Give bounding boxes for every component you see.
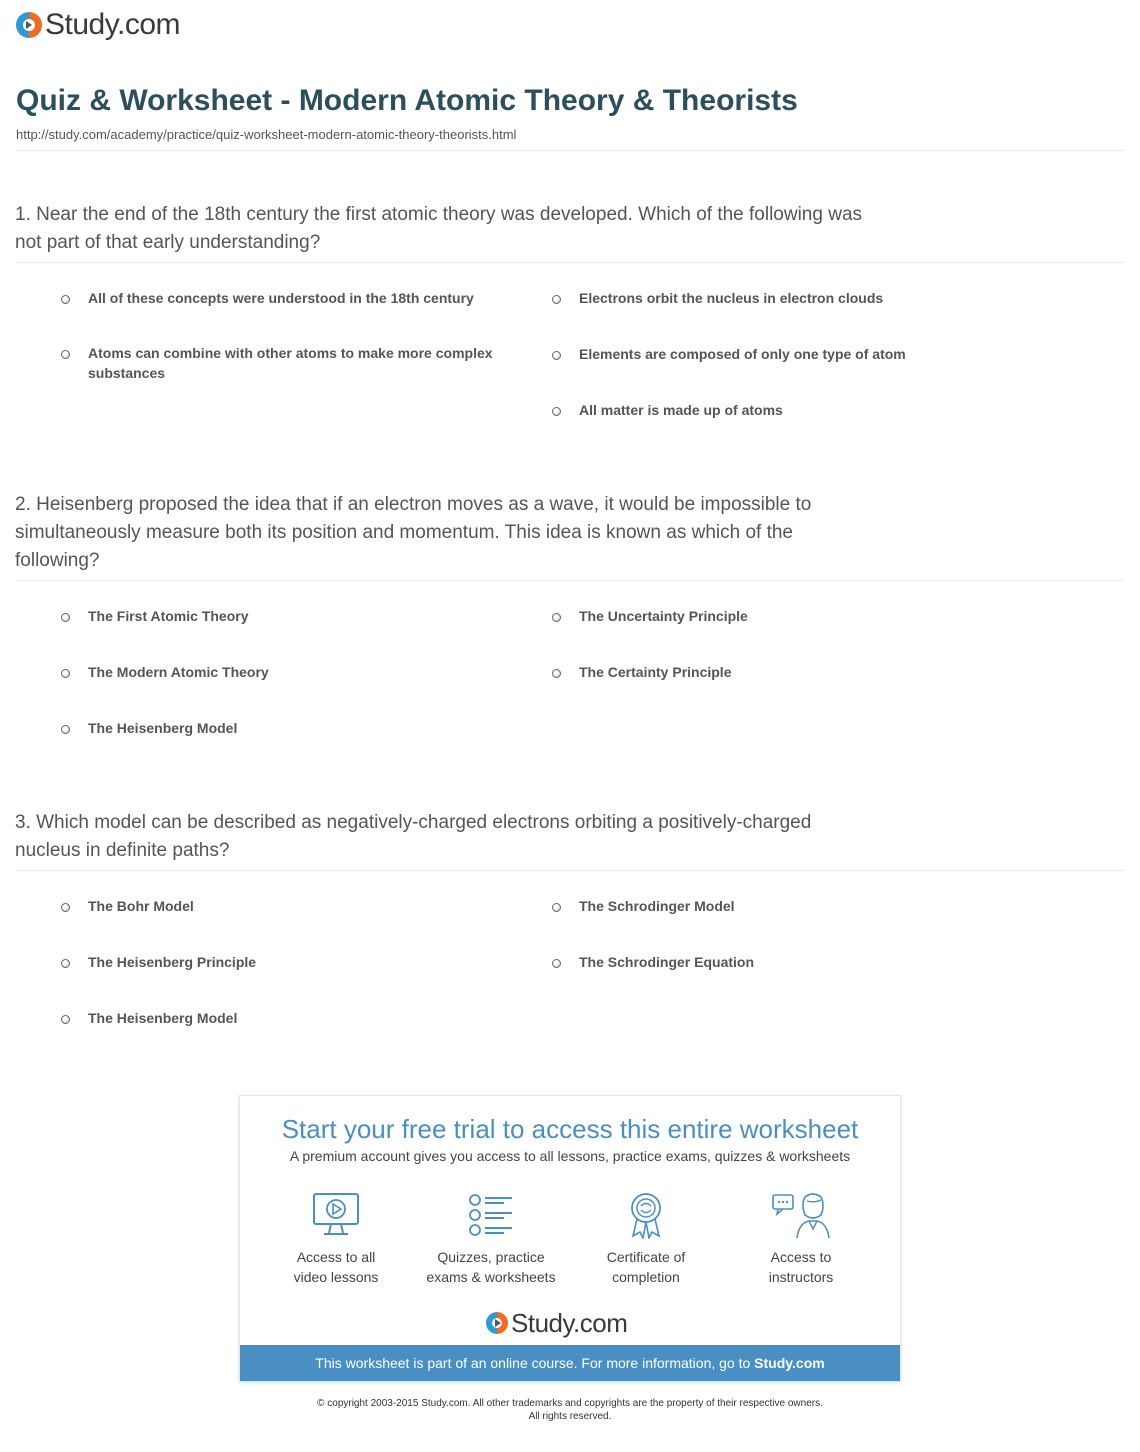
divider	[16, 150, 1124, 151]
option-label: The Uncertainty Principle	[579, 608, 748, 624]
radio-q3-b[interactable]	[552, 903, 561, 912]
option-label: All of these concepts were understood in the 18th century	[88, 290, 474, 306]
radio-q2-b[interactable]	[552, 613, 561, 622]
feature-quizzes: Quizzes, practice exams & worksheets	[416, 1191, 566, 1287]
option-label: The Heisenberg Model	[88, 1010, 238, 1026]
radio-q3-d[interactable]	[552, 959, 561, 968]
feature-certificate: Certificate of completion	[571, 1191, 721, 1287]
radio-q1-c[interactable]	[61, 350, 70, 359]
divider	[16, 262, 1124, 263]
play-logo-icon	[486, 1312, 508, 1334]
logo-text: Study.com	[45, 8, 180, 41]
feature-instructors: Access to instructors	[726, 1191, 876, 1287]
free-trial-promo	[239, 1095, 901, 1382]
promo-title[interactable]: Start your free trial to access this entire worksheet	[281, 1114, 859, 1144]
radio-q1-b[interactable]	[552, 295, 561, 304]
radio-q3-a[interactable]	[61, 903, 70, 912]
radio-q1-d[interactable]	[552, 351, 561, 360]
promo-subtitle: A premium account gives you access to all lessons, practice exams, quizzes & worksheets	[289, 1148, 851, 1164]
question-3: 3. Which model can be described as negatively-charged electrons orbiting a positively-charged nucleus in definite paths?	[15, 812, 812, 861]
copyright: © copyright 2003-2015 Study.com. All other trademarks and copyrights are the property of their respective owners. All rights reserved.	[317, 1398, 823, 1422]
option-label: Atoms can combine with other atoms to make more complex substances	[88, 345, 493, 381]
question-1: 1. Near the end of the 18th century the first atomic theory was developed. Which of the following was not part of that early understanding?	[15, 204, 863, 253]
radio-q1-a[interactable]	[61, 295, 70, 304]
radio-q1-e[interactable]	[552, 407, 561, 416]
study-logo[interactable]	[16, 8, 180, 42]
option-label: The Modern Atomic Theory	[88, 664, 269, 680]
promo-info-bar: This worksheet is part of an online course. For more information, go to Study.com	[240, 1345, 900, 1381]
option-label: The Certainty Principle	[579, 664, 732, 680]
divider	[16, 580, 1124, 581]
radio-q2-a[interactable]	[61, 613, 70, 622]
play-logo-icon	[16, 12, 42, 38]
certificate-ribbon-icon	[621, 1191, 671, 1239]
question-2: 2. Heisenberg proposed the idea that if an electron moves as a wave, it would be impossible to simultaneously measure both its position and momentum. This idea is known as which of the following?	[15, 494, 812, 571]
feature-video-lessons: Access to all video lessons	[261, 1191, 411, 1287]
radio-q3-c[interactable]	[61, 959, 70, 968]
logo-text: Study.com	[511, 1307, 628, 1338]
divider	[16, 870, 1124, 871]
study-link[interactable]: Study.com	[754, 1355, 825, 1371]
option-label: Electrons orbit the nucleus in electron clouds	[579, 290, 884, 306]
page-title: Quiz & Worksheet - Modern Atomic Theory & Theorists	[16, 84, 798, 117]
option-label: The First Atomic Theory	[88, 608, 249, 624]
option-label: Elements are composed of only one type of atom	[579, 346, 906, 362]
option-label: All matter is made up of atoms	[579, 402, 783, 418]
option-label: The Heisenberg Model	[88, 720, 238, 736]
radio-q3-e[interactable]	[61, 1015, 70, 1024]
promo-study-logo[interactable]	[486, 1308, 627, 1338]
instructor-chat-icon	[771, 1191, 831, 1239]
radio-q2-e[interactable]	[61, 725, 70, 734]
option-label: The Bohr Model	[88, 898, 194, 914]
radio-q2-d[interactable]	[552, 669, 561, 678]
radio-q2-c[interactable]	[61, 669, 70, 678]
checklist-icon	[466, 1191, 516, 1239]
option-label: The Schrodinger Model	[579, 898, 735, 914]
page-url: http://study.com/academy/practice/quiz-worksheet-modern-atomic-theory-theorists.html	[16, 127, 517, 142]
option-label: The Schrodinger Equation	[579, 954, 755, 970]
option-label: The Heisenberg Principle	[88, 954, 257, 970]
video-monitor-icon	[311, 1191, 361, 1239]
